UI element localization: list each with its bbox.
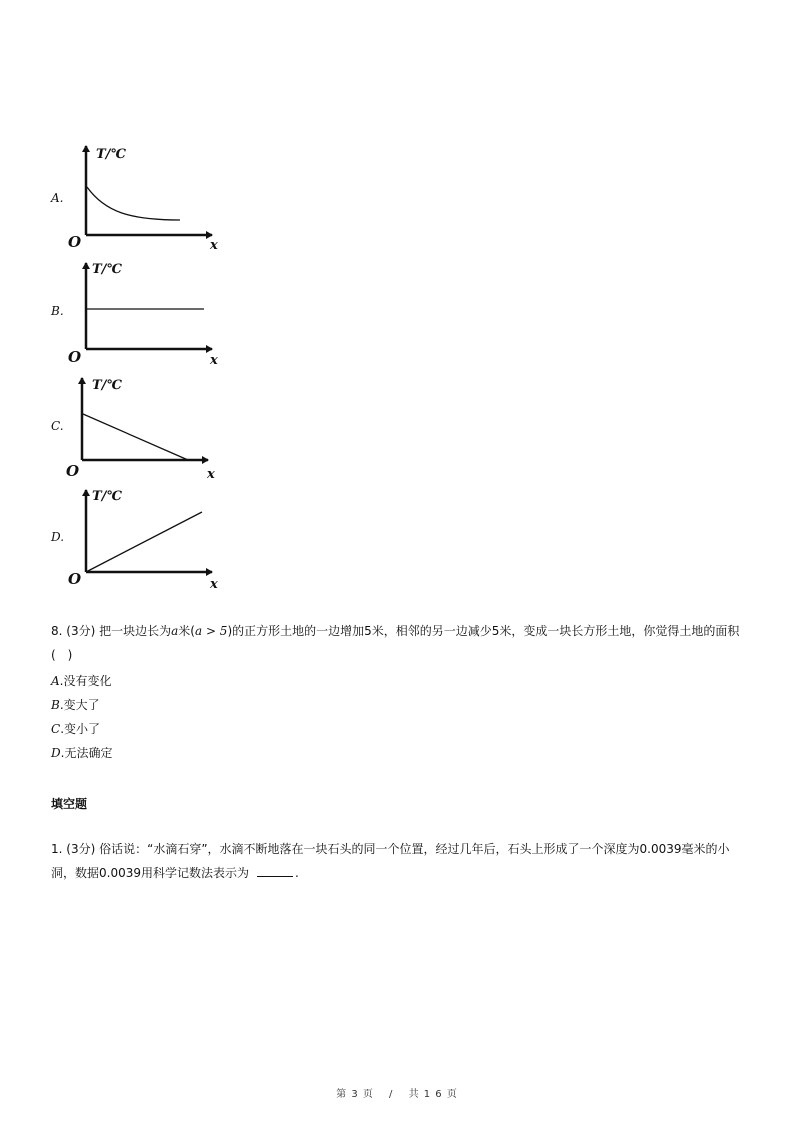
choice-letter: A — [51, 674, 60, 688]
page-footer: 第 3 页 / 共 1 6 页 — [336, 1089, 458, 1100]
question-text-1: 把一块边长为 — [99, 624, 172, 638]
temperature-graph-b — [60, 257, 230, 372]
y-axis-label: T/℃ — [92, 262, 122, 277]
x-axis-label: x — [210, 577, 218, 592]
question-end: . — [295, 866, 299, 880]
choice-text: .变小了 — [60, 722, 101, 736]
choice-text: .变大了 — [59, 698, 100, 712]
question-text-3: )的正方形土地的一边增加5米，相邻的另一边减少5米，变成一块长方形土地，你觉得土地的面积( ) — [51, 624, 740, 662]
choice-letter: D — [51, 746, 61, 760]
temperature-graph-d — [60, 484, 230, 594]
y-axis-label: T/℃ — [92, 378, 122, 393]
option-c-graph — [0, 372, 260, 487]
question-number: 8. — [51, 624, 63, 638]
condition: a > 5 — [194, 624, 228, 638]
section-title: 填空题 — [51, 797, 88, 811]
origin-label: O — [66, 462, 80, 480]
fill-question-1 — [51, 837, 751, 885]
option-d-graph — [0, 484, 260, 594]
question-score: (3分) — [66, 842, 96, 856]
temperature-graph-a — [60, 140, 230, 255]
variable-a: a — [171, 624, 179, 638]
choice-c — [51, 720, 100, 737]
choice-d — [51, 744, 112, 761]
option-letter: A. — [51, 191, 64, 205]
option-letter: D. — [51, 530, 65, 544]
choice-text: .没有变化 — [59, 674, 112, 688]
origin-label: O — [68, 348, 82, 366]
question-text: 俗话说：“水滴石穿”，水滴不断地落在一块石头的同一个位置，经过几年后，石头上形成了一个深度为0.0039毫米的小洞，数据0.0039用科学记数法表示为 — [51, 842, 730, 880]
option-letter: C. — [51, 419, 64, 433]
x-axis-label: x — [207, 467, 215, 482]
question-score: (3分) — [66, 624, 96, 638]
option-letter: B. — [51, 304, 64, 318]
increasing-line — [86, 512, 202, 572]
temperature-graph-c — [60, 372, 230, 487]
decreasing-curve — [87, 187, 180, 220]
choice-letter: B — [51, 698, 60, 712]
x-axis-label: x — [210, 238, 218, 253]
option-a-graph — [0, 140, 260, 255]
question-8-stem — [51, 619, 751, 667]
x-axis-label: x — [210, 353, 218, 368]
decreasing-line — [83, 414, 188, 460]
choice-letter: C — [51, 722, 61, 736]
choice-b — [51, 696, 100, 713]
choice-text: .无法确定 — [60, 746, 113, 760]
choice-a — [51, 672, 112, 689]
origin-label: O — [68, 570, 82, 588]
question-number: 1. — [51, 842, 63, 856]
option-b-graph — [0, 257, 260, 372]
y-axis-label: T/℃ — [96, 147, 126, 162]
answer-blank[interactable] — [257, 864, 293, 877]
question-text-2: 米( — [178, 624, 195, 638]
origin-label: O — [68, 233, 82, 251]
y-axis-label: T/℃ — [92, 489, 122, 504]
